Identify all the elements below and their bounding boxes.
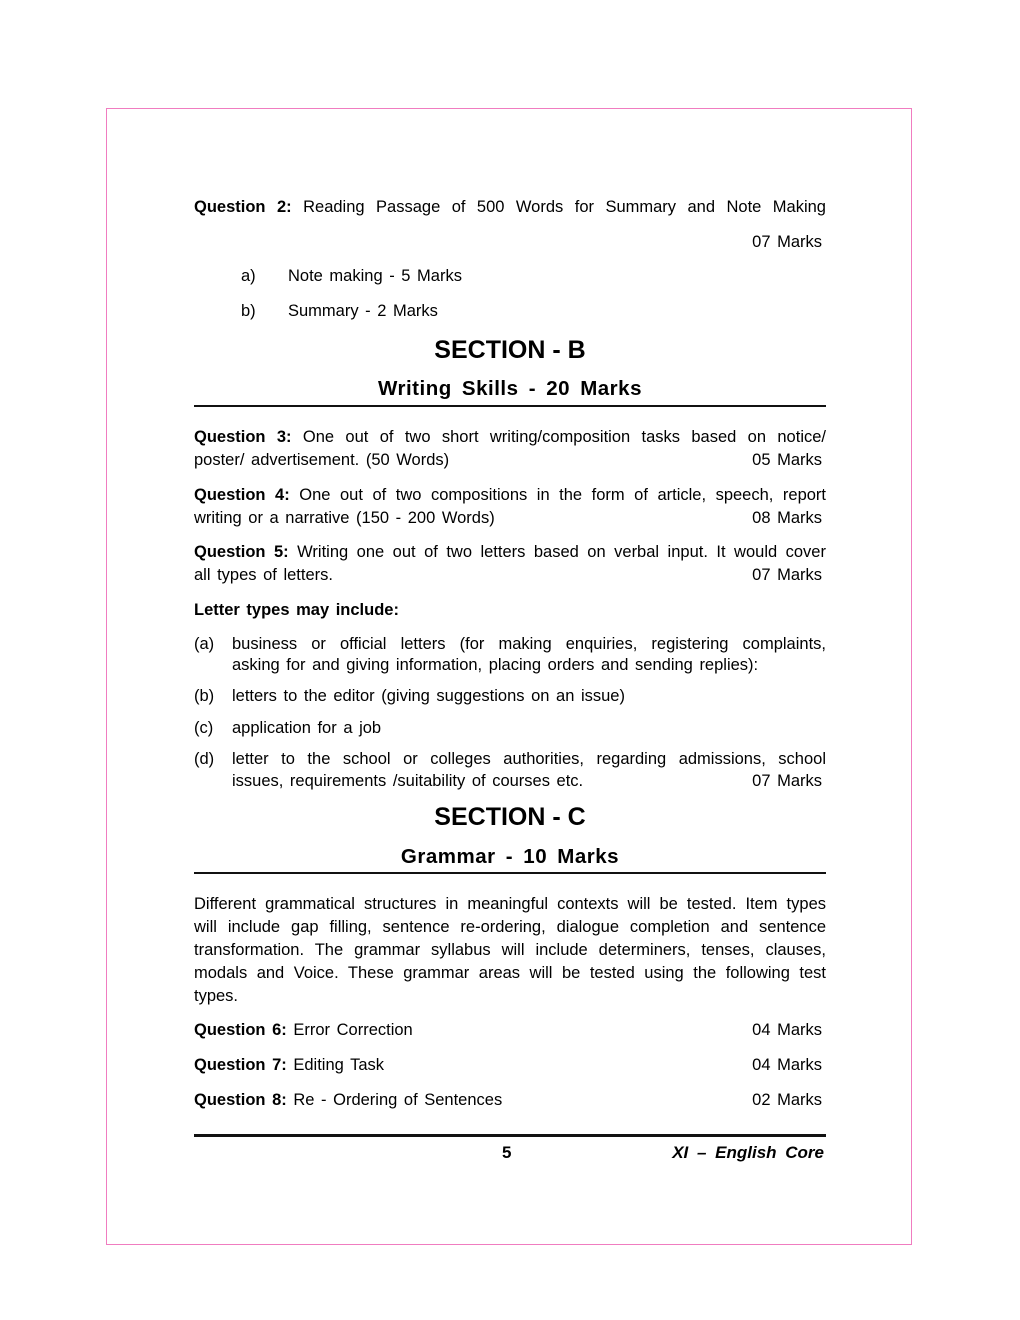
question-text: One out of two short writing/composition tasks based on notice/ [302, 428, 826, 446]
question-text: Writing one out of two letters based on verbal input. It would cover [297, 543, 826, 561]
question-label: Question 8: [194, 1091, 287, 1109]
question-8 [194, 1090, 826, 1110]
marks: 08 Marks [752, 509, 822, 527]
question-text: writing or a narrative (150 - 200 Words) [194, 509, 495, 527]
question-text: all types of letters. [194, 566, 333, 584]
question-5 [194, 542, 826, 562]
question-text: poster/ advertisement. (50 Words) [194, 451, 450, 469]
list-item-text: letter to the school or colleges authorities, regarding admissions, school [232, 750, 826, 768]
question-label: Question 3: [194, 428, 292, 446]
question-3 [194, 427, 826, 447]
question-7 [194, 1055, 826, 1075]
marks: 05 Marks [752, 451, 822, 469]
section-c-rule [194, 872, 826, 874]
question-label: Question 7: [194, 1056, 287, 1074]
list-item-text: issues, requirements /suitability of courses etc. [232, 772, 584, 790]
question-6 [194, 1020, 826, 1040]
letter-types-heading: Letter types may include: [194, 601, 399, 619]
question-text: Re - Ordering of Sentences [293, 1091, 503, 1109]
sub-item-label: a) [241, 267, 256, 285]
section-b-rule [194, 405, 826, 407]
question-3-line2 [194, 450, 826, 470]
section-b-title: SECTION - B [434, 336, 586, 364]
sub-item-text: Note making - 5 Marks [288, 267, 462, 285]
question-label: Question 5: [194, 543, 289, 561]
list-item-text: application for a job [232, 719, 382, 737]
question-text: Error Correction [293, 1021, 413, 1039]
question-5-line2 [194, 565, 826, 585]
marks: 04 Marks [752, 1021, 822, 1039]
list-item-text: letters to the editor (giving suggestions on an issue) [232, 687, 625, 705]
question-label: Question 6: [194, 1021, 287, 1039]
question-text: One out of two compositions in the form of article, speech, report [299, 486, 827, 504]
paragraph-line: transformation. The grammar syllabus will include determiners, tenses, clauses, [194, 941, 826, 959]
page-content [194, 0, 826, 1320]
section-c-title: SECTION - C [434, 803, 586, 831]
marks: 07 Marks [752, 772, 822, 790]
paragraph-line: will include gap filling, sentence re-ordering, dialogue completion and sentence [194, 918, 826, 936]
marks: 07 Marks [752, 233, 822, 251]
footer-title: XI – English Core [672, 1143, 824, 1162]
list-item-text: business or official letters (for making enquiries, registering complaints, [232, 635, 826, 653]
question-text: Editing Task [293, 1056, 385, 1074]
paragraph-line: types. [194, 987, 239, 1005]
section-c-subtitle: Grammar - 10 Marks [400, 845, 620, 868]
question-text: Reading Passage of 500 Words for Summary and Note Making [303, 198, 826, 216]
list-item-label: (d) [194, 750, 215, 768]
sub-item-text: Summary - 2 Marks [288, 302, 438, 320]
page-number: 5 [502, 1143, 512, 1162]
paragraph-line: modals and Voice. These grammar areas will be tested using the following test [194, 964, 826, 982]
question-label: Question 4: [194, 486, 290, 504]
paragraph-line: Different grammatical structures in meaningful contexts will be tested. Item types [194, 895, 826, 913]
question-4-line2 [194, 508, 826, 528]
list-item-label: (c) [194, 719, 214, 737]
question-4 [194, 485, 826, 505]
marks: 07 Marks [752, 566, 822, 584]
section-b-subtitle: Writing Skills - 20 Marks [378, 377, 642, 400]
marks: 04 Marks [752, 1056, 822, 1074]
list-item-label: (b) [194, 687, 215, 705]
list-item-text: asking for and giving information, placing orders and sending replies): [232, 656, 759, 674]
question-2 [194, 197, 826, 217]
sub-item-label: b) [241, 302, 256, 320]
question-label: Question 2: [194, 198, 292, 216]
footer-rule [194, 1134, 826, 1137]
list-item-label: (a) [194, 635, 215, 653]
marks: 02 Marks [752, 1091, 822, 1109]
